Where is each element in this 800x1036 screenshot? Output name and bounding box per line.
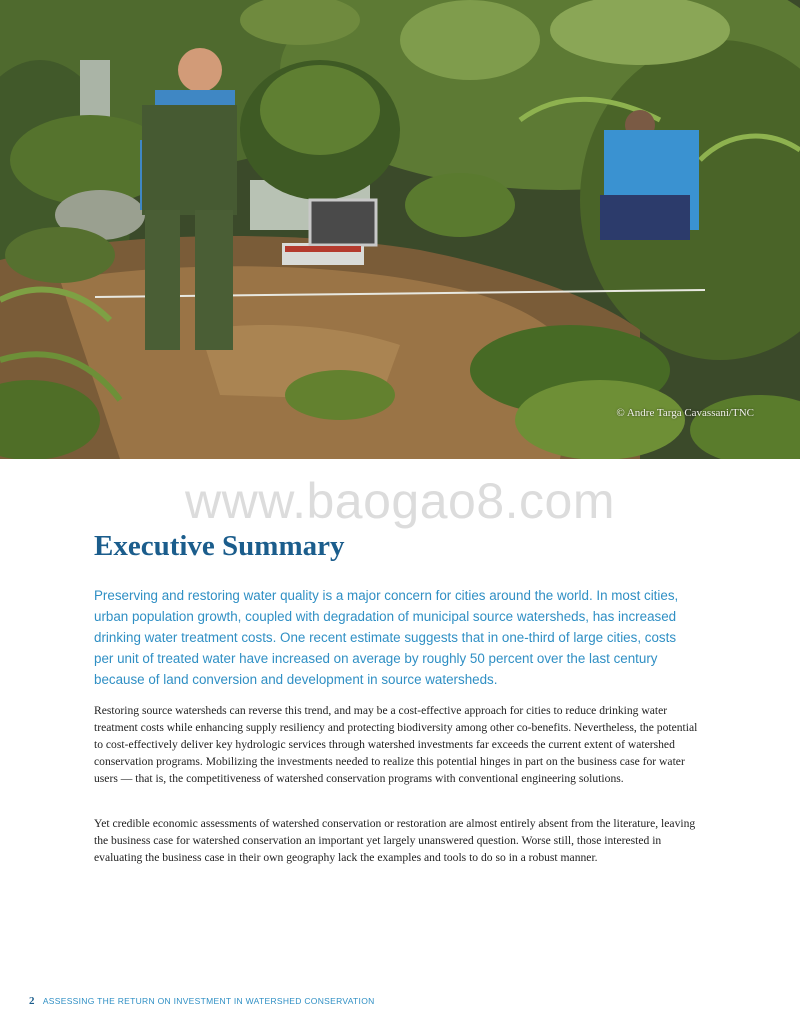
watermark: www.baogao8.com bbox=[185, 473, 615, 529]
body-paragraph: Yet credible economic assessments of watershed conservation or restoration are almost entirely absent from the literature, leaving the business case for watershed conservation an important yet largely unanswered question. Worse still, those interested in evaluating the business case in their own geography lack the examples and tools to do so in a robust manner. bbox=[94, 817, 696, 864]
intro-paragraph: Preserving and restoring water quality is a major concern for cities around the world. In most cities, urban population growth, coupled with degradation of municipal source watersheds, has increased drinking water treatment costs. One recent estimate suggests that in one-third of large cities, costs per unit of treated water have increased on average by roughly 50 percent over the last century because of land conversion and development in source watersheds. bbox=[94, 588, 679, 687]
page-title: Executive Summary bbox=[94, 530, 345, 562]
page-footer bbox=[29, 995, 375, 1007]
running-title: ASSESSING THE RETURN ON INVESTMENT IN WATERSHED CONSERVATION bbox=[42, 996, 375, 1006]
cover-photo bbox=[0, 0, 800, 459]
stream-scene-illustration bbox=[0, 0, 800, 459]
page-number: 2 bbox=[29, 995, 35, 1007]
body-paragraph: Restoring source watersheds can reverse this trend, and may be a cost-effective approach for cities to reduce drinking water treatment costs while enhancing supply resiliency and protecting biodiversity among other co-benefits. Nevertheless, the potential to cost-effectively deliver key hydrologic services through watershed investments far exceeds the current extent of watershed conservation programs. Mobilizing the investments needed to realize this potential hinges in part on the business case for water users — that is, the competitiveness of watershed conservation programs with conventional engineering solutions. bbox=[94, 704, 698, 785]
photo-credit: © Andre Targa Cavassani/TNC bbox=[616, 407, 754, 419]
